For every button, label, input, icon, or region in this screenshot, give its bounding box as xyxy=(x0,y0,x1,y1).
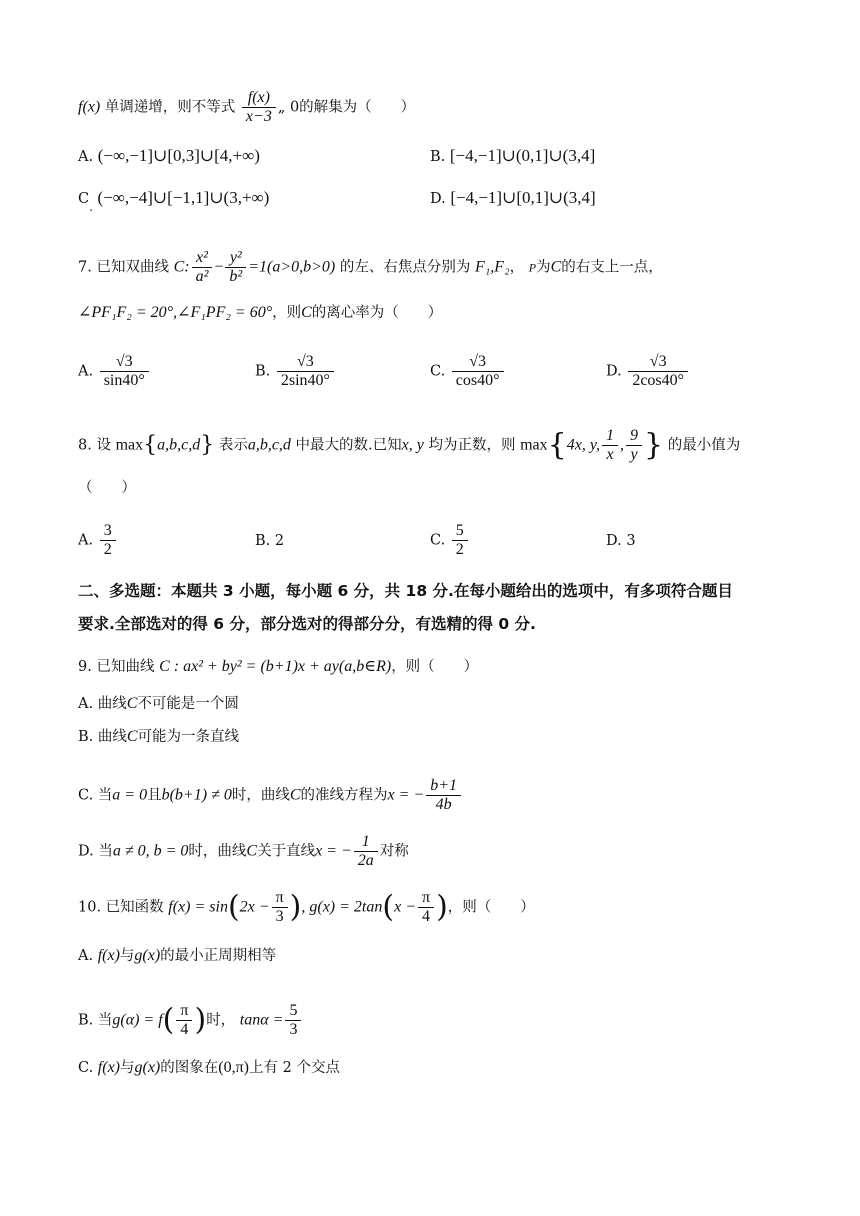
q9-d-e: 对称 xyxy=(379,843,409,860)
q8-a-label: A. xyxy=(78,532,94,549)
q9-c-c: 时，曲线 xyxy=(231,787,290,804)
q10-g-frac xyxy=(418,889,434,926)
q7-a-den: sin40° xyxy=(103,372,145,389)
q7-p: P xyxy=(528,260,537,275)
q8-frac1 xyxy=(602,427,618,464)
q6-frac-num: f(x) xyxy=(242,89,276,108)
q8-f1-den: x xyxy=(606,446,614,463)
q10-g-in: x − xyxy=(394,898,416,916)
q6-fx: f(x) xyxy=(78,98,101,116)
q9-option-c xyxy=(78,777,463,814)
q10-b-tan: tanα = xyxy=(239,1011,284,1029)
q10-c-mid: 与 xyxy=(120,1060,135,1076)
q6-option-d xyxy=(430,188,596,209)
q7-option-a xyxy=(78,353,151,390)
q9-c-b: 且 xyxy=(147,787,162,804)
q8-number: 8. 设 xyxy=(78,437,111,454)
q6-d-label: D. xyxy=(430,191,446,207)
q9-option-d xyxy=(78,833,409,870)
q8-text2: 中最大的数.已知 xyxy=(295,437,402,454)
q8-set1: a,b,c,d xyxy=(157,436,201,454)
q10-c-int: (0,π) xyxy=(218,1059,249,1076)
q8-stem: 8. 设 max{a,b,c,d} 表示a,b,c,d 中最大的数.已知x, y 均为正数，则 max{4x, y, $\frac{1}{x}$ , $\frac{9}{y}$ } 的最小值为 xyxy=(78,427,741,463)
q6-stem-a: 单调递增，则不等式 xyxy=(104,99,236,116)
q7-line2-text: ，则 xyxy=(272,305,302,321)
q10-g-pi: π xyxy=(418,889,434,908)
q9-d-m2: x = − xyxy=(315,842,352,860)
q10-a-mid: 与 xyxy=(119,948,135,964)
q7-b2: b² xyxy=(229,268,243,285)
q10-option-a xyxy=(78,946,276,966)
q7-frac-x xyxy=(192,249,213,286)
q7-b-den: 2sin40° xyxy=(280,372,330,389)
q9-c-a: C. 当 xyxy=(78,787,113,804)
q7-a-num: √3 xyxy=(100,353,149,372)
q7-curve: C: xyxy=(173,258,190,276)
q9-d-frac xyxy=(354,833,378,870)
q8-a-den: 2 xyxy=(103,541,112,558)
q9-c-d: 的准线方程为 xyxy=(300,787,388,804)
q7-minus: − xyxy=(214,258,224,276)
q10-f-pi: π xyxy=(272,889,288,908)
q8-max2: max xyxy=(520,436,548,454)
q10-number: 10. 已知函数 xyxy=(78,899,164,916)
q10-c-t: 的图象在 xyxy=(160,1060,219,1076)
q8-a-num: 3 xyxy=(100,522,116,541)
q10-b-pi: π xyxy=(176,1002,192,1021)
q8-c-den: 2 xyxy=(455,541,464,558)
q10-f-three: 3 xyxy=(275,908,284,925)
q10-g: , g(x) = 2tan xyxy=(301,898,383,916)
q8-f2-num: 9 xyxy=(626,427,642,446)
q7-c-den: cos40° xyxy=(455,372,500,389)
q9-equation: C : ax² + by² = (b+1)x + ay(a,b∈R) xyxy=(159,658,392,675)
q7-stem-line2 xyxy=(78,303,442,323)
q7-angles: ∠PF₁F₂ = 20°,∠F₁PF₂ = 60° xyxy=(78,304,273,321)
q10-g-four: 4 xyxy=(422,908,431,925)
q7-a-frac xyxy=(100,353,149,390)
q8-option-c xyxy=(430,522,470,559)
q9-number: 9. 已知曲线 xyxy=(78,659,155,675)
q8-text3: 均为正数，则 xyxy=(428,437,516,454)
q10-f: f(x) = sin xyxy=(168,898,228,916)
q6-c-value: (−∞,−4]∪[−1,1]∪(3,+∞) xyxy=(97,188,270,207)
q7-line2-end: 的离心率为（ ） xyxy=(311,305,443,321)
q10-b-pi-frac xyxy=(176,1002,192,1039)
q6-frac-den: x−3 xyxy=(245,108,272,125)
q7-x2: x² xyxy=(192,249,213,268)
q7-d-den: 2cos40° xyxy=(632,372,685,389)
q10-b-label: B. 当 xyxy=(78,1012,113,1029)
q9-b-end: 可能为一条直线 xyxy=(137,729,240,745)
q9-c-m1: a = 0 xyxy=(112,786,148,804)
q6-rel: „ xyxy=(277,99,286,116)
q9-a-text: A. 曲线 xyxy=(78,696,127,712)
q10-a-end: 的最小正周期相等 xyxy=(160,948,277,964)
q10-b-m: g(α) = f xyxy=(112,1011,163,1029)
q7-c-num: √3 xyxy=(452,353,504,372)
q10-b-num: 5 xyxy=(285,1002,301,1021)
q7-line2-c: C xyxy=(301,304,312,321)
section2-heading-line2: 要求.全部选对的得 6 分，部分选对的得部分分，有选精的得 0 分. xyxy=(78,615,536,633)
q8-set2: 4x, y, xyxy=(566,436,601,454)
q6-option-c: $C_.$ (−∞,−4]∪[−1,1]∪(3,+∞) xyxy=(78,188,270,214)
q10-c-f: f(x) xyxy=(97,1059,120,1076)
q7-b-num: √3 xyxy=(277,353,334,372)
q10-c-end: 上有 2 个交点 xyxy=(249,1060,340,1076)
q6-a-value: (−∞,−1]∪[0,3]∪[4,+∞) xyxy=(97,146,260,165)
q8-a-frac xyxy=(100,522,116,559)
q10-a-g: g(x) xyxy=(134,947,161,964)
q6-option-a xyxy=(78,146,260,167)
q9-d-m1: a ≠ 0, b = 0 xyxy=(112,842,189,860)
q7-b-label: B. xyxy=(255,363,271,380)
q6-d-value: [−4,−1]∪[0,1]∪(3,4] xyxy=(450,188,596,207)
q7-foci: F₁,F₂ xyxy=(474,258,510,276)
q10-b-4: 4 xyxy=(180,1021,189,1038)
q8-paren: （ ） xyxy=(78,480,136,496)
q7-stem-d: 为 xyxy=(536,259,551,276)
q7-option-b xyxy=(255,353,336,390)
q8-max1: max xyxy=(115,436,144,454)
q10-a-f: f(x) xyxy=(97,947,120,964)
q7-stem-e: 的右支上一点， xyxy=(561,259,663,276)
q8-frac2 xyxy=(626,427,642,464)
q6-b-label: B. xyxy=(430,149,446,165)
q10-f-frac xyxy=(272,889,288,926)
q8-option-a xyxy=(78,522,118,559)
q8-c-num: 5 xyxy=(452,522,468,541)
q10-b-den: 3 xyxy=(289,1021,298,1038)
q6-c-label: C xyxy=(78,191,90,207)
q9-d-d: 关于直线 xyxy=(257,843,316,860)
q10-a-label: A. xyxy=(78,948,94,964)
q6-stem-b: 0的解集为（ ） xyxy=(289,99,416,116)
q9-c-m2: b(b+1) ≠ 0 xyxy=(161,786,232,804)
q10-option-b: B. 当g(α) = f( $\frac{\pi}{4}$ )时， tanα = $\frac{5}{3}$ xyxy=(78,1002,303,1039)
q9-d-a: D. 当 xyxy=(78,843,113,860)
q7-frac-y xyxy=(225,249,246,286)
q10-end: ，则（ ） xyxy=(447,899,535,916)
q8-option-d: D. 3 xyxy=(606,533,636,549)
q6-a-label: A. xyxy=(78,149,94,165)
q7-d-frac xyxy=(628,353,688,390)
q9-option-b xyxy=(78,727,239,747)
q8-c-frac xyxy=(452,522,468,559)
q9-c-cc: C xyxy=(289,786,301,804)
q7-a2: a² xyxy=(195,268,209,285)
q9-d-den: 2a xyxy=(357,852,374,869)
q8-f2-den: y xyxy=(630,446,638,463)
q9-c-den: 4b xyxy=(435,796,452,813)
q7-b-frac xyxy=(277,353,334,390)
q7-rhs: =1(a>0,b>0) xyxy=(248,258,336,276)
q9-c-frac xyxy=(426,777,461,814)
q7-stem-c: ， xyxy=(509,259,525,276)
q9-b-text: B. 曲线 xyxy=(78,729,127,745)
q9-a-c: C xyxy=(126,695,138,712)
q7-option-d xyxy=(606,353,690,390)
q10-c-label: C. xyxy=(78,1060,94,1076)
q7-d-label: D. xyxy=(606,363,622,380)
q10-option-c xyxy=(78,1058,340,1078)
q7-d-num: √3 xyxy=(628,353,688,372)
q8-text4: 的最小值为 xyxy=(667,437,741,454)
q10-f-in: 2x − xyxy=(239,898,270,916)
q7-y2: y² xyxy=(225,249,246,268)
q6-b-value: [−4,−1]∪(0,1]∪(3,4] xyxy=(449,146,596,165)
q6-option-b xyxy=(430,146,595,167)
q8-xy: x, y xyxy=(401,436,424,454)
q9-end: ，则（ ） xyxy=(391,659,479,675)
q10-stem: 10. 已知函数 f(x) = sin(2x − $\frac{\pi}{3}$ ), g(x) = 2tan(x − $\frac{\pi}{4}$ )，则（ ） xyxy=(78,889,535,925)
q6-fraction xyxy=(242,89,276,126)
q7-stem-b: 的左、右焦点分别为 xyxy=(339,259,471,276)
q9-stem xyxy=(78,657,478,677)
q9-d-b: 时，曲线 xyxy=(188,843,247,860)
q6-stem xyxy=(78,89,415,126)
q10-b-t: 时， xyxy=(206,1012,236,1029)
q8-option-b: B. 2 xyxy=(255,533,285,549)
q9-d-num: 1 xyxy=(354,833,378,852)
q7-c-frac xyxy=(452,353,504,390)
q9-d-c: C xyxy=(246,842,258,860)
q7-c-label: C. xyxy=(430,363,446,380)
q7-stem xyxy=(78,249,663,286)
q9-c-m3: x = − xyxy=(387,786,425,804)
q7-number: 7. 已知双曲线 xyxy=(78,259,169,276)
section2-heading-line1: 二、多选题：本题共 3 小题，每小题 6 分，共 18 分.在每小题给出的选项中，有多项符合题目 xyxy=(78,582,733,600)
q10-b-frac xyxy=(285,1002,301,1039)
q9-b-c: C xyxy=(126,728,138,745)
q10-c-g: g(x) xyxy=(134,1059,161,1076)
q9-c-num: b+1 xyxy=(426,777,461,796)
q8-abcd: a,b,c,d xyxy=(247,436,291,454)
q8-f1-num: 1 xyxy=(602,427,618,446)
q9-a-end: 不可能是一个圆 xyxy=(137,696,239,712)
q7-option-c xyxy=(430,353,506,390)
q9-option-a xyxy=(78,694,239,714)
q8-c-label: C. xyxy=(430,532,446,549)
q8-text1: 表示 xyxy=(218,437,248,454)
q7-c: C xyxy=(550,258,562,276)
q7-a-label: A. xyxy=(78,363,94,380)
